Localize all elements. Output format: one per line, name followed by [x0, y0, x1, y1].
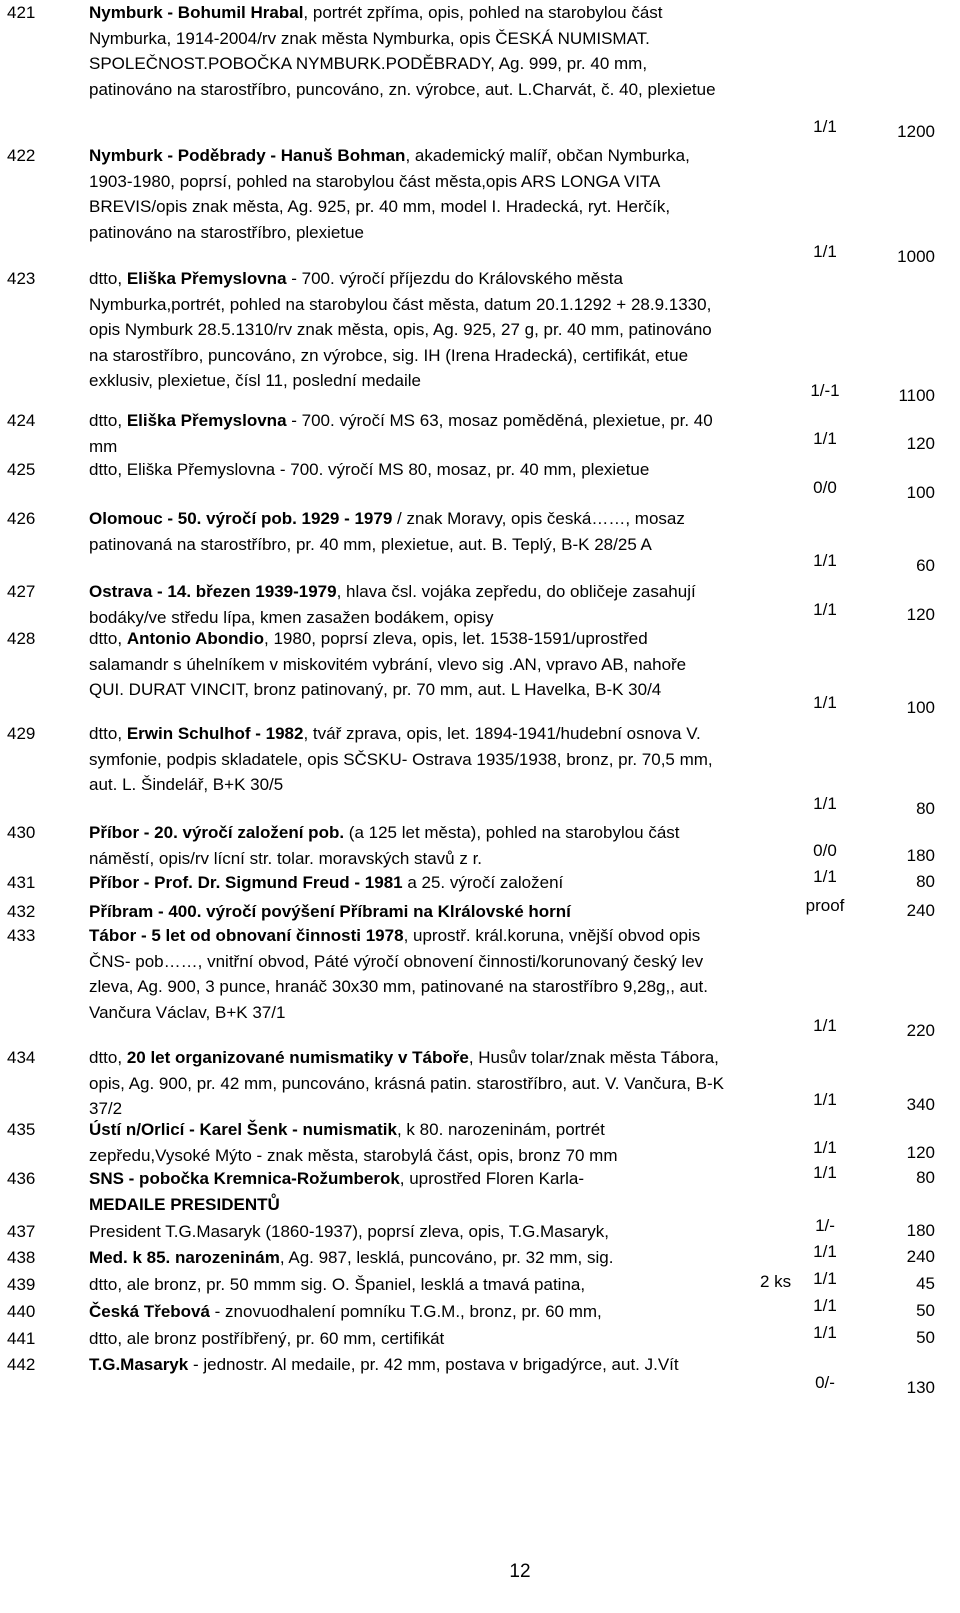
lot-description [89, 457, 725, 483]
lot-description [89, 1117, 725, 1168]
lot-text: , hlava čsl. vojáka zepředu, do obličeje zasahují bodáky/ve středu lípa, kmen zasažen bodákem, opisy [89, 582, 696, 627]
lot-grade: 1/1 [813, 600, 837, 619]
lot-description [89, 1166, 725, 1217]
lot-text: , akademický malíř, občan Nymburka, 1903-1980, poprsí, pohled na starobylou část města,opis ARS LONGA VITA BREVIS/opis znak města, Ag. 925, pr. 40 mm, model I. Hradecká, ryt. Herčík, patinováno na starostříbro, plexietue [89, 146, 690, 242]
lot-grade: 1/1 [813, 693, 837, 712]
lot-text: , Husův tolar/znak města Tábora, opis, Ag. 900, pr. 42 mm, puncováno, krásná patin. starostříbro, aut. V. Vančura, B-K 37/2 [89, 1048, 725, 1118]
lot-description [89, 923, 725, 1025]
lot-description [89, 1299, 725, 1325]
lot-grade: 1/1 [813, 117, 837, 136]
lot-price: 130 [906, 1378, 935, 1397]
lot-description [89, 870, 725, 896]
lot-description [89, 1352, 725, 1378]
lot-description [89, 143, 725, 245]
lot-title: Erwin Schulhof - 1982 [126, 724, 304, 743]
lot-text: dtto, ale bronz, pr. 50 mmm sig. O. Španiel, lesklá a tmavá patina, [89, 1275, 586, 1294]
lot-price: 1000 [897, 247, 935, 266]
lot-price: 120 [906, 434, 935, 453]
lot-text: - 700. výročí MS 63, mosaz poměděná, plexietue, pr. 40 mm [89, 411, 713, 456]
lot-description [89, 1219, 725, 1245]
lot-number: 434 [7, 1048, 36, 1067]
lot-grade: 1/1 [813, 242, 837, 261]
lot-title: SNS - pobočka Kremnica-Rožumberok [89, 1169, 400, 1188]
lot-number: 440 [7, 1302, 36, 1321]
lot-title: Olomouc - 50. výročí pob. 1929 - 1979 [89, 509, 393, 528]
lot-text: , k 80. narozeninám, portrét zepředu,Vysoké Mýto - znak města, starobylá část, opis, bronz 70 mm [89, 1120, 618, 1165]
lot-number: 442 [7, 1355, 36, 1374]
lot-title: Antonio Abondio [126, 629, 265, 648]
lot-grade: 0/- [815, 1373, 835, 1392]
lot-number: 437 [7, 1222, 36, 1241]
lot-text: (a 125 let města), pohled na starobylou část náměstí, opis/rv lícní str. tolar. moravských stavů z r. [89, 823, 680, 868]
lot-description [89, 408, 725, 459]
lot-text: , portrét zpříma, opis, pohled na starobylou část Nymburka, 1914-2004/rv znak města Nymburka, opis ČESKÁ NUMISMAT. SPOLEČNOST.POBOČKA NYMBURK.PODĚBRADY, Ag. 999, pr. 40 mm, patinováno na starostříbro, puncováno, zn. výrobce, aut. L.Charvát, č. 40, plexietue [89, 3, 716, 99]
lot-description [89, 820, 725, 871]
lot-price: 120 [906, 605, 935, 624]
lot-title: Nymburk - Bohumil Hrabal [89, 3, 304, 22]
lot-title: 20 let organizované numismatiky v Táboře [126, 1048, 469, 1067]
lot-text: - znovuodhalení pomníku T.G.M., bronz, pr. 60 mm, [209, 1302, 602, 1321]
lot-price: 45 [916, 1274, 935, 1293]
lot-price: 50 [916, 1301, 935, 1320]
lot-text: dtto, [89, 269, 127, 288]
lot-description [89, 1045, 725, 1122]
lot-grade: 1/1 [813, 551, 837, 570]
lot-description [89, 1245, 725, 1271]
lot-price: 120 [906, 1143, 935, 1162]
lot-text: dtto, [89, 724, 127, 743]
lot-text: , tvář zprava, opis, let. 1894-1941/hudební osnova V. symfonie, podpis skladatele, opis SČSKU- Ostrava 1935/1938, bronz, pr. 70,5 mm, aut. L. Šindelář, B+K 30/5 [89, 724, 713, 794]
lot-number: 425 [7, 460, 36, 479]
lot-grade: proof [805, 896, 845, 915]
lot-price: 50 [916, 1328, 935, 1347]
lot-price: 240 [906, 1247, 935, 1266]
lot-price: 80 [916, 1168, 935, 1187]
lot-text: dtto, [89, 629, 127, 648]
lot-description [89, 579, 725, 630]
lot-price: 100 [906, 698, 935, 717]
lot-title: Příbram - 400. výročí povýšení Příbrami na Klrálovské horní [89, 902, 571, 921]
lot-text: , uprostř. král.koruna, vnější obvod opis ČNS- pob……, vnitřní obvod, Páté výročí obnovení činnosti/korunovaný český lev zleva, Ag. 900, 3 punce, hranáč 30x30 mm, patinované na starostříbro 9,28g,, aut. Vančura Václav, B+K 37/1 [89, 926, 708, 1022]
lot-number: 430 [7, 823, 36, 842]
lot-number: 436 [7, 1169, 36, 1188]
lot-grade: 1/1 [813, 1090, 837, 1109]
lot-grade: 1/1 [813, 1269, 837, 1288]
lot-price: 80 [916, 872, 935, 891]
lot-text: dtto, ale bronz postříbřený, pr. 60 mm, certifikát [89, 1329, 445, 1348]
page-number: 12 [509, 1561, 531, 1582]
lot-text: / znak Moravy, opis česká……, mosaz patinovaná na starostříbro, pr. 40 mm, plexietue, aut. B. Teplý, B-K 28/25 A [89, 509, 685, 554]
lot-title: Příbor - Prof. Dr. Sigmund Freud - 1981 [89, 873, 403, 892]
lot-grade: 0/0 [813, 841, 837, 860]
lot-price: 180 [906, 1221, 935, 1240]
lot-title: Eliška Přemyslovna [126, 411, 287, 430]
lot-grade: 0/0 [813, 478, 837, 497]
lot-number: 421 [7, 3, 36, 22]
lot-grade: 1/1 [813, 1163, 837, 1182]
lot-quantity: 2 ks [760, 1272, 792, 1291]
lot-number: 428 [7, 629, 36, 648]
lot-text: a 25. výročí založení [402, 873, 564, 892]
lot-title: Tábor - 5 let od obnovaní činnosti 1978 [89, 926, 404, 945]
lot-description [89, 721, 725, 798]
lot-grade: 1/1 [813, 1138, 837, 1157]
lot-description [89, 899, 725, 925]
lot-price: 60 [916, 556, 935, 575]
lot-text: dtto, Eliška Přemyslovna - 700. výročí MS 80, mosaz, pr. 40 mm, plexietue [89, 460, 650, 479]
lot-grade: 1/1 [813, 429, 837, 448]
lot-description [89, 506, 725, 557]
lot-description [89, 1326, 725, 1352]
lot-number: 441 [7, 1329, 36, 1348]
lot-title: Příbor - 20. výročí založení pob. [89, 823, 345, 842]
lot-grade: 1/1 [813, 1323, 837, 1342]
lot-number: 432 [7, 902, 36, 921]
lot-grade: 1/1 [813, 1242, 837, 1261]
lot-text: dtto, [89, 411, 127, 430]
lot-number: 435 [7, 1120, 36, 1139]
lot-number: 429 [7, 724, 36, 743]
lot-text: , uprostřed Floren Karla- [399, 1169, 585, 1188]
lot-title: MEDAILE PRESIDENTŮ [89, 1194, 280, 1214]
lot-text: , 1980, poprsí zleva, opis, let. 1538-1591/uprostřed salamandr s úhelníkem v miskovitém vybrání, vlevo sig .AN, vpravo AB, nahoře QUI. DURAT VINCIT, bronz patinovaný, pr. 70 mm, aut. L Havelka, B-K 30/4 [89, 629, 687, 699]
lot-description [89, 0, 725, 102]
lot-grade: 1/- [815, 1216, 835, 1235]
lot-price: 1200 [897, 122, 935, 141]
lot-number: 422 [7, 146, 36, 165]
lot-title: Ústí n/Orlicí - Karel Šenk - numismatik [89, 1120, 397, 1139]
lot-number: 431 [7, 873, 36, 892]
lot-title: Česká Třebová [89, 1302, 210, 1321]
lot-price: 180 [906, 846, 935, 865]
lot-title: Eliška Přemyslovna [126, 269, 287, 288]
lot-grade: 1/1 [813, 794, 837, 813]
lot-price: 80 [916, 799, 935, 818]
lot-price: 340 [906, 1095, 935, 1114]
lot-description [89, 1272, 725, 1298]
lot-price: 240 [906, 901, 935, 920]
lot-title: Med. k 85. narozeninám [89, 1248, 280, 1267]
lot-number: 423 [7, 269, 36, 288]
lot-number: 424 [7, 411, 36, 430]
lot-grade: 1/-1 [810, 381, 840, 400]
lot-text: dtto, [89, 1048, 127, 1067]
lot-grade: 1/1 [813, 1296, 837, 1315]
lot-text: - jednostr. Al medaile, pr. 42 mm, postava v brigadýrce, aut. J.Vít [188, 1355, 679, 1374]
lot-number: 427 [7, 582, 36, 601]
lot-description [89, 626, 725, 703]
lot-description [89, 266, 725, 394]
lot-text: President T.G.Masaryk (1860-1937), poprsí zleva, opis, T.G.Masaryk, [89, 1222, 609, 1241]
lot-title: Nymburk - Poděbrady - Hanuš Bohman [89, 146, 406, 165]
lot-price: 1100 [898, 386, 935, 405]
lot-title: Ostrava - 14. březen 1939-1979 [89, 582, 337, 601]
lot-number: 439 [7, 1275, 36, 1294]
lot-grade: 1/1 [813, 867, 837, 886]
lot-grade: 1/1 [813, 1016, 837, 1035]
lot-price: 220 [906, 1021, 935, 1040]
lot-number: 438 [7, 1248, 36, 1267]
lot-title: T.G.Masaryk [89, 1355, 189, 1374]
lot-text: - 700. výročí příjezdu do Královského města Nymburka,portrét, pohled na starobylou část města, datum 20.1.1292 + 28.9.1330, opis Nymburk 28.5.1310/rv znak města, opis, Ag. 925, 27 g, pr. 40 mm, patinováno na starostříbro, puncováno, zn výrobce, sig. IH (Irena Hradecká), certifikát, etue exklusiv, plexietue, čísl 11, poslední medaile [89, 269, 712, 390]
lot-price: 100 [906, 483, 935, 502]
lot-number: 433 [7, 926, 36, 945]
lot-text: , Ag. 987, lesklá, puncováno, pr. 32 mm, sig. [279, 1248, 614, 1267]
lot-number: 426 [7, 509, 36, 528]
